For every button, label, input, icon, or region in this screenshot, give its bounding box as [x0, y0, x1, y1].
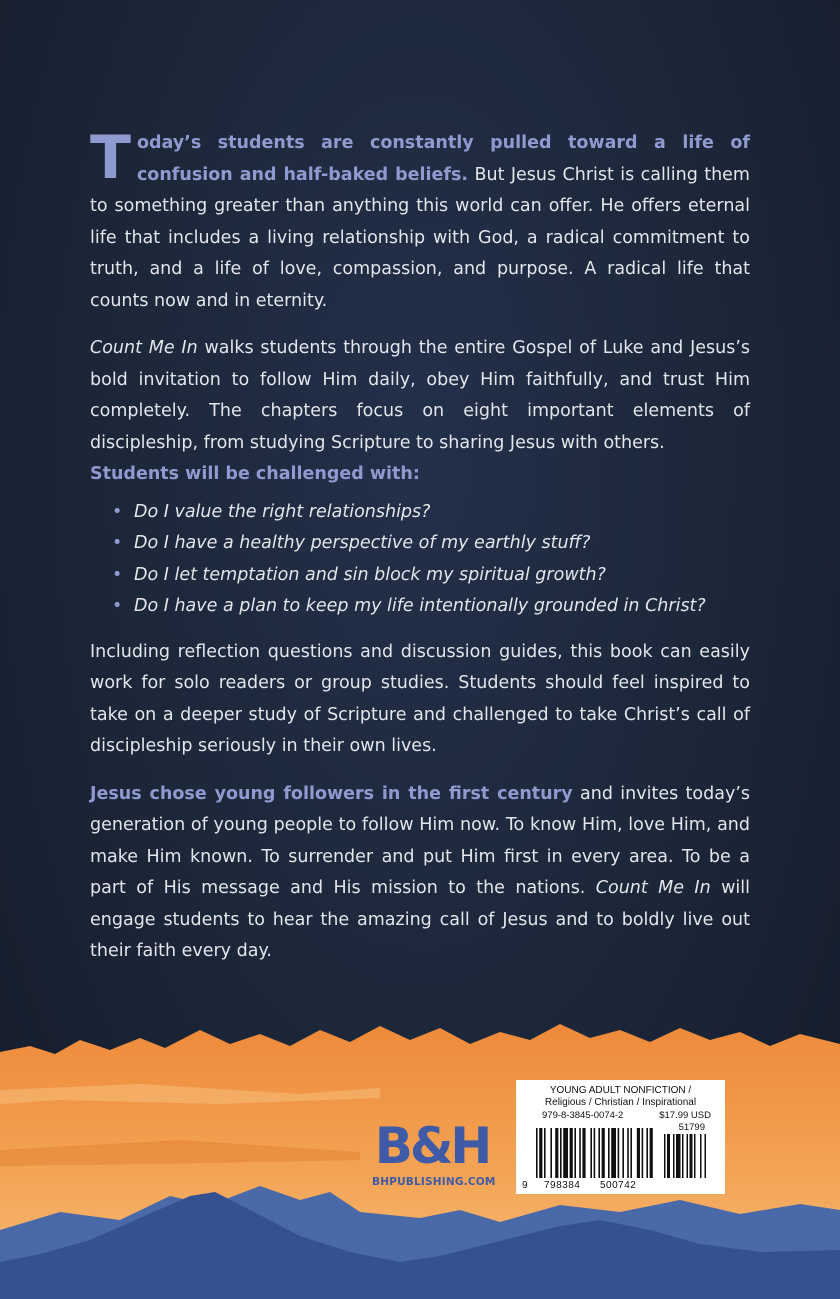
- barcode-bar: [642, 1128, 644, 1178]
- barcode-bar: [594, 1128, 596, 1178]
- barcode-bar: [611, 1128, 616, 1178]
- barcode-bar: [673, 1134, 675, 1178]
- isbn-barcode: [536, 1128, 716, 1180]
- intro-paragraph: [90, 123, 750, 317]
- price-text: $17.99 USD: [659, 1110, 711, 1121]
- barcode-bar: [582, 1128, 585, 1178]
- barcode-bar: [563, 1128, 568, 1178]
- barcode-bar: [536, 1128, 538, 1178]
- category-line-2: Religious / Christian / Inspirational: [544, 1097, 697, 1108]
- barcode-bar: [539, 1128, 542, 1178]
- barcode-left-digits: 798384: [544, 1180, 581, 1191]
- barcode-bar: [687, 1134, 689, 1178]
- question-item: • Do I let temptation and sin block my spiritual growth?: [112, 560, 750, 592]
- barcode-bar: [544, 1128, 546, 1178]
- intro-highlight: oday’s students are constantly pulled toward a life of confusion and half-baked beliefs.: [136, 133, 750, 185]
- barcode-bar: [579, 1128, 581, 1178]
- barcode-bar: [602, 1128, 605, 1178]
- challenge-heading: Students will be challenged with:: [90, 464, 420, 484]
- barcode-bar: [690, 1134, 693, 1178]
- barcode-bar: [694, 1134, 696, 1178]
- isbn-text: 979-8-3845-0074-2: [542, 1110, 624, 1121]
- barcode-bar: [705, 1134, 707, 1178]
- features-paragraph: Including reflection questions and discussion guides, this book can easily work for solo readers or group studies. Students should feel inspired to take on a deeper study of Scripture and challenged to take Christ’s call of discipleship seriously in their own lives.: [90, 641, 750, 756]
- barcode-bar: [646, 1128, 648, 1178]
- barcode-bar: [598, 1128, 600, 1178]
- barcode-bar: [676, 1134, 681, 1178]
- barcode-first-digit: 9: [522, 1180, 529, 1191]
- barcode-bar: [650, 1128, 653, 1178]
- bh-logo-mark: B&H: [374, 1117, 490, 1175]
- book-title: Count Me In: [595, 878, 711, 898]
- barcode-bar: [664, 1134, 666, 1178]
- barcode-bar: [550, 1128, 552, 1178]
- barcode-bar: [630, 1128, 632, 1178]
- question-item: • Do I have a plan to keep my life intentionally grounded in Christ?: [112, 591, 750, 623]
- barcode-bar: [555, 1128, 558, 1178]
- publisher-url: BHPUBLISHING.COM: [372, 1176, 496, 1188]
- price-supplement: 51799: [678, 1122, 705, 1133]
- closing-paragraph: [90, 779, 750, 968]
- closing-text-1: and invites today’s generation of young people to follow Him now. To know Him, love Him, and make Him known. To surrender and put Him first in every area. To be a part of His message and His mission to the nations.: [90, 783, 750, 898]
- barcode-bar: [570, 1128, 573, 1178]
- publisher-logo: [372, 1117, 496, 1188]
- barcode-bar: [682, 1134, 684, 1178]
- barcode-bar: [560, 1128, 562, 1178]
- barcode-bar: [618, 1128, 620, 1178]
- description-text: walks students through the entire Gospel of Luke and Jesus’s bold invitation to follow Him daily, obey Him faithfully, and trust Him completely. The chapters focus on eight important elements of discipleship, from studying Scripture to sharing Jesus with others.: [90, 338, 751, 453]
- intro-text: But Jesus Christ is calling them to something greater than anything this world can offer. He offers eternal life that includes a living relationship with God, a radical commitment to truth, and a life of love, compassion, and purpose. A radical life that counts now and in eternity.: [90, 164, 750, 311]
- cover-copy: [90, 123, 751, 984]
- barcode-bar: [608, 1128, 610, 1178]
- closing-highlight: Jesus chose young followers in the first century: [90, 783, 573, 804]
- drop-cap: T: [90, 123, 131, 193]
- barcode-bar: [622, 1128, 624, 1178]
- question-item: • Do I have a healthy perspective of my earthly stuff?: [112, 528, 750, 560]
- barcode-bar: [700, 1134, 702, 1178]
- barcode-bar: [637, 1128, 640, 1178]
- question-list: [90, 497, 750, 623]
- description-paragraph: [90, 333, 750, 491]
- barcode-label: [516, 1080, 725, 1194]
- barcode-bar: [574, 1128, 576, 1178]
- barcode-bar: [627, 1128, 629, 1178]
- barcode-right-digits: 500742: [600, 1180, 637, 1191]
- category-line-1: YOUNG ADULT NONFICTION /: [549, 1085, 692, 1096]
- question-item: • Do I value the right relationships?: [112, 497, 750, 529]
- barcode-bar: [667, 1134, 670, 1178]
- book-title: Count Me In: [90, 338, 198, 358]
- barcode-bar: [590, 1128, 592, 1178]
- closing-text-2: will engage students to hear the amazing call of Jesus and to boldly live out their faith every day.: [90, 878, 750, 961]
